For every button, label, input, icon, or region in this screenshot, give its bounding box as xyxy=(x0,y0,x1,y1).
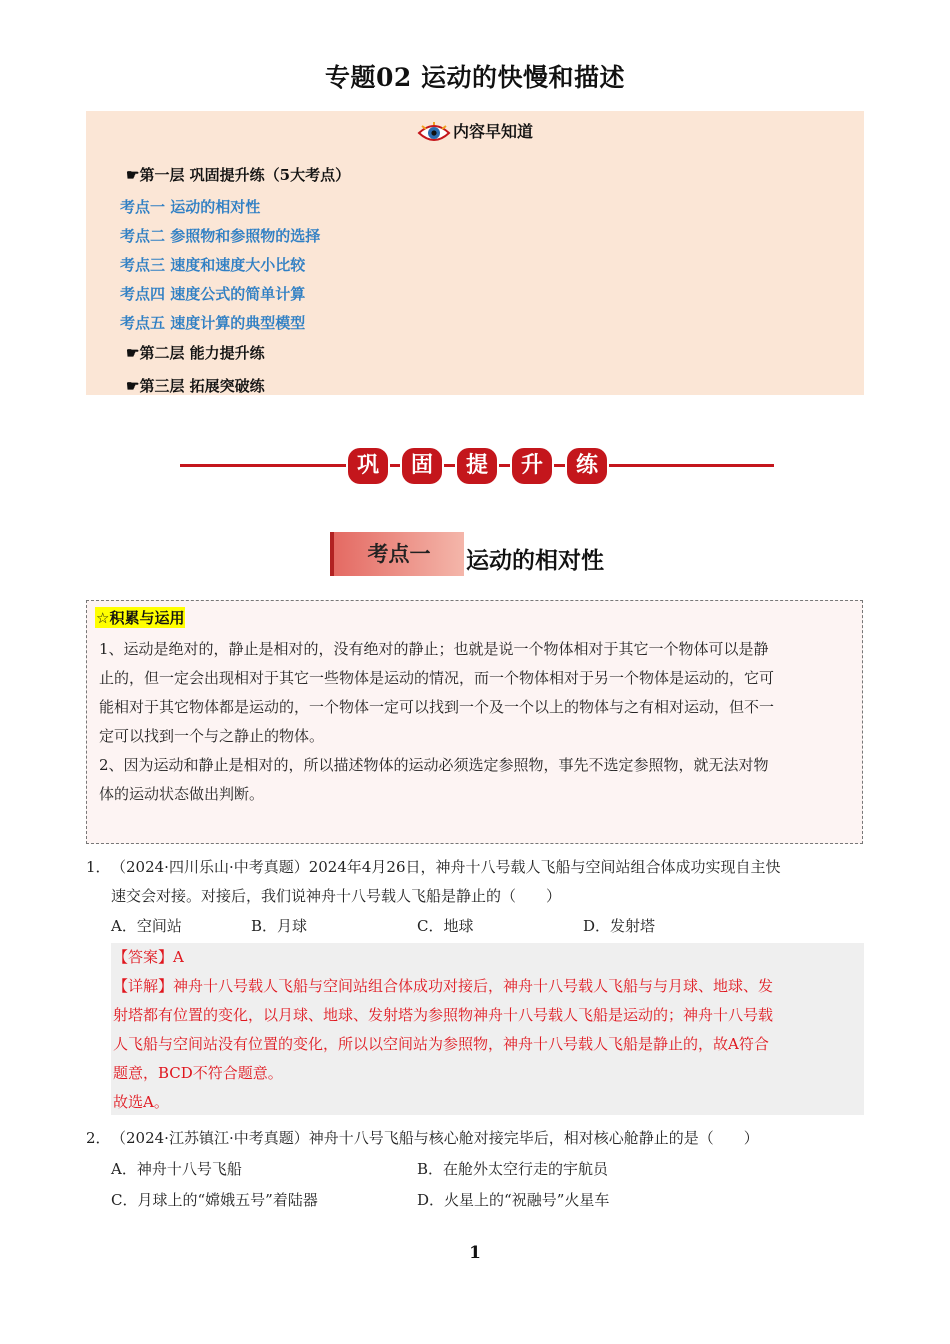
option-d[interactable]: D．发射塔 xyxy=(583,917,656,935)
option-d[interactable]: D．火星上的“祝融号”火星车 xyxy=(417,1191,610,1209)
knowledge-tag: ☆积累与运用 xyxy=(96,609,185,627)
option-c[interactable]: C．地球 xyxy=(417,917,474,935)
detail-line: 题意，BCD不符合题意。 xyxy=(113,1064,283,1082)
detail-line: 故选A。 xyxy=(113,1093,169,1111)
toc-heading xyxy=(86,119,864,144)
banner-char: 提 xyxy=(457,448,497,484)
detail-line: 【详解】神舟十八号载人飞船与空间站组合体成功对接后，神舟十八号载人飞船与与月球、地球、发 xyxy=(113,977,774,995)
toc-level-3[interactable]: ☛第三层 拓展突破练 xyxy=(126,377,265,395)
knowledge-line: 体的运动状态做出判断。 xyxy=(99,785,265,803)
banner-char: 巩 xyxy=(348,448,388,484)
option-c[interactable]: C．月球上的“嫦娥五号”着陆器 xyxy=(111,1191,318,1209)
option-b[interactable]: B．月球 xyxy=(251,917,308,935)
toc-kaodian-1[interactable]: 考点一 运动的相对性 xyxy=(120,198,261,216)
eye-icon xyxy=(417,122,451,144)
answer-label: 【答案】A xyxy=(113,948,184,966)
toc-panel xyxy=(86,111,864,395)
question-number: 1． xyxy=(86,858,111,876)
question-number: 2． xyxy=(86,1129,111,1147)
page-number: 1 xyxy=(469,1243,481,1263)
toc-level-1[interactable]: ☛第一层 巩固提升练（5大考点） xyxy=(126,166,351,184)
section-banner xyxy=(180,448,774,484)
question-stem: （2024·四川乐山·中考真题）2024年4月26日，神舟十八号载人飞船与空间站组合体成功实现自主快 xyxy=(111,858,781,876)
knowledge-line: 2、因为运动和静止是相对的，所以描述物体的运动必须选定参照物，事先不选定参照物，就无法对物 xyxy=(99,756,769,774)
answer-box xyxy=(111,943,864,1115)
kaodian-title: 运动的相对性 xyxy=(466,548,604,574)
knowledge-box xyxy=(86,600,863,844)
knowledge-line: 止的，但一定会出现相对于其它一些物体是运动的情况，而一个物体相对于另一个物体是运动的，它可 xyxy=(99,669,775,687)
question-stem: 速交会对接。对接后，我们说神舟十八号载人飞船是静止的（ ） xyxy=(111,887,562,905)
banner-char: 固 xyxy=(402,448,442,484)
option-a[interactable]: A．神舟十八号飞船 xyxy=(111,1160,242,1178)
knowledge-line: 1、运动是绝对的，静止是相对的，没有绝对的静止；也就是说一个物体相对于其它一个物体可以是静 xyxy=(99,640,769,658)
detail-line: 人飞船与空间站没有位置的变化，所以以空间站为参照物，神舟十八号载人飞船是静止的，故A符合 xyxy=(113,1035,769,1053)
knowledge-line: 定可以找到一个与之静止的物体。 xyxy=(99,727,325,745)
banner-char: 练 xyxy=(567,448,607,484)
question-stem: （2024·江苏镇江·中考真题）神舟十八号飞船与核心舱对接完毕后，相对核心舱静止的是（ ） xyxy=(111,1129,759,1147)
toc-kaodian-2[interactable]: 考点二 参照物和参照物的选择 xyxy=(120,227,321,245)
page-title: 专题02 运动的快慢和描述 xyxy=(325,63,625,92)
toc-kaodian-5[interactable]: 考点五 速度计算的典型模型 xyxy=(120,314,306,332)
toc-level-2[interactable]: ☛第二层 能力提升练 xyxy=(126,344,265,362)
toc-kaodian-4[interactable]: 考点四 速度公式的简单计算 xyxy=(120,285,306,303)
option-a[interactable]: A．空间站 xyxy=(111,917,182,935)
kaodian-tag: 考点一 xyxy=(330,532,464,576)
banner-char: 升 xyxy=(512,448,552,484)
option-b[interactable]: B．在舱外太空行走的宇航员 xyxy=(417,1160,609,1178)
toc-kaodian-3[interactable]: 考点三 速度和速度大小比较 xyxy=(120,256,306,274)
detail-line: 射塔都有位置的变化，以月球、地球、发射塔为参照物神舟十八号载人飞船是运动的；神舟十八号载 xyxy=(113,1006,774,1024)
toc-heading-text: 内容早知道 xyxy=(452,122,533,141)
knowledge-line: 能相对于其它物体都是运动的，一个物体一定可以找到一个及一个以上的物体与之有相对运动，但不一 xyxy=(99,698,775,716)
